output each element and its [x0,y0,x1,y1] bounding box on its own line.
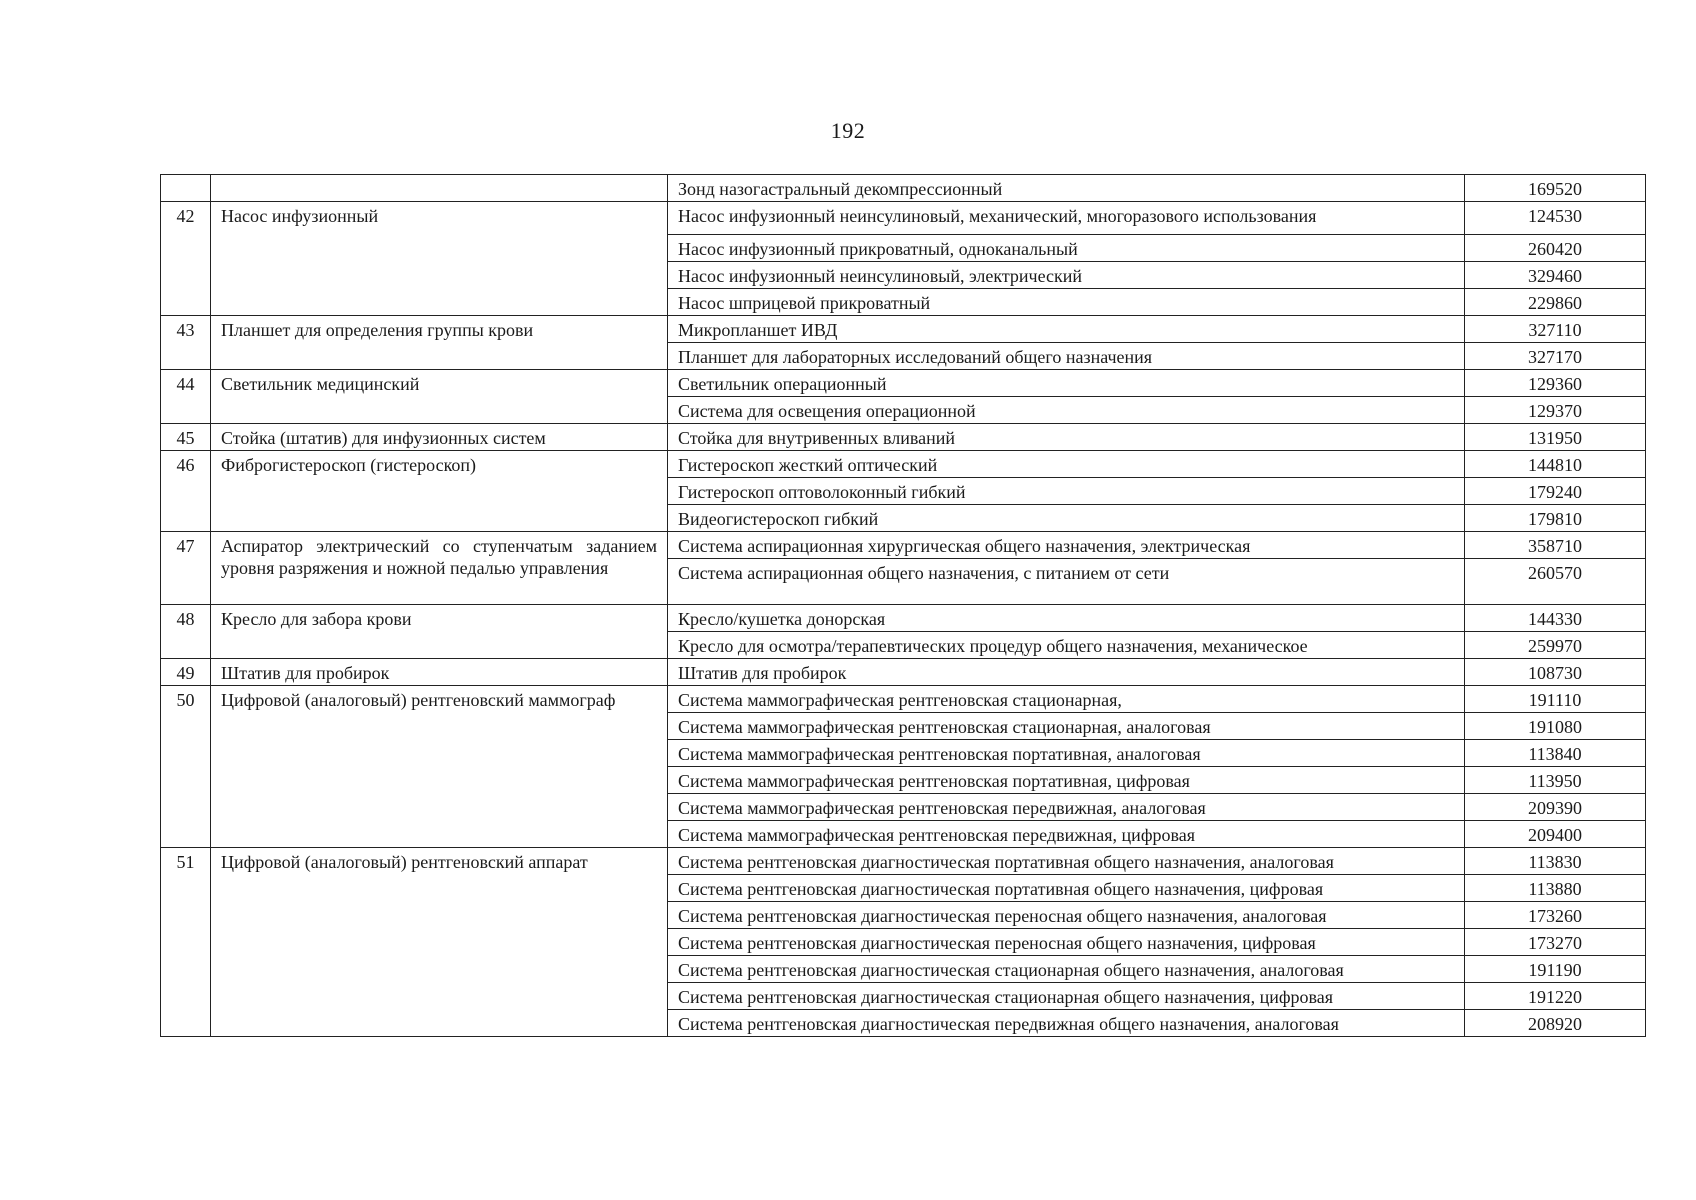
device-type: Система рентгеновская диагностическая портативная общего назначения, цифровая [668,875,1465,902]
device-code: 358710 [1465,532,1646,559]
device-type: Система маммографическая рентгеновская передвижная, цифровая [668,821,1465,848]
device-code: 144810 [1465,451,1646,478]
device-code: 329460 [1465,262,1646,289]
equipment-name: Цифровой (аналоговый) рентгеновский аппарат [211,848,668,1037]
device-type: Насос шприцевой прикроватный [668,289,1465,316]
equipment-table [160,174,1646,1037]
device-type: Система маммографическая рентгеновская стационарная, аналоговая [668,713,1465,740]
item-number: 42 [161,202,211,316]
device-type: Микропланшет ИВД [668,316,1465,343]
table-row [161,175,1646,202]
table-row [161,424,1646,451]
table-row [161,532,1646,559]
device-type: Система маммографическая рентгеновская портативная, аналоговая [668,740,1465,767]
device-code: 209390 [1465,794,1646,821]
device-code: 113950 [1465,767,1646,794]
equipment-name [211,175,668,202]
device-code: 173260 [1465,902,1646,929]
device-type: Система рентгеновская диагностическая портативная общего назначения, аналоговая [668,848,1465,875]
item-number: 43 [161,316,211,370]
table-row [161,659,1646,686]
device-type: Планшет для лабораторных исследований общего назначения [668,343,1465,370]
device-type: Система маммографическая рентгеновская портативная, цифровая [668,767,1465,794]
device-type: Насос инфузионный неинсулиновый, механический, многоразового использования [668,202,1465,235]
device-type: Система аспирационная общего назначения, с питанием от сети [668,559,1465,605]
device-type: Штатив для пробирок [668,659,1465,686]
device-type: Видеогистероскоп гибкий [668,505,1465,532]
device-code: 129360 [1465,370,1646,397]
device-type: Стойка для внутривенных вливаний [668,424,1465,451]
page-number: 192 [830,118,866,143]
item-number: 47 [161,532,211,605]
device-code: 113880 [1465,875,1646,902]
equipment-name: Светильник медицинский [211,370,668,424]
device-type: Система маммографическая рентгеновская передвижная, аналоговая [668,794,1465,821]
equipment-name: Аспиратор электрический со ступенчатым заданием уровня разряжения и ножной педалью управления [211,532,668,605]
item-number: 45 [161,424,211,451]
equipment-name: Штатив для пробирок [211,659,668,686]
device-code: 191220 [1465,983,1646,1010]
device-code: 327170 [1465,343,1646,370]
device-code: 229860 [1465,289,1646,316]
device-type: Светильник операционный [668,370,1465,397]
item-number: 48 [161,605,211,659]
table-row [161,370,1646,397]
device-code: 179240 [1465,478,1646,505]
device-code: 260420 [1465,235,1646,262]
device-code: 179810 [1465,505,1646,532]
device-code: 191110 [1465,686,1646,713]
device-code: 173270 [1465,929,1646,956]
equipment-name: Планшет для определения группы крови [211,316,668,370]
item-number: 44 [161,370,211,424]
device-code: 113840 [1465,740,1646,767]
device-code: 209400 [1465,821,1646,848]
device-type: Система аспирационная хирургическая общего назначения, электрическая [668,532,1465,559]
device-code: 259970 [1465,632,1646,659]
device-type: Зонд назогастральный декомпрессионный [668,175,1465,202]
equipment-name: Цифровой (аналоговый) рентгеновский маммограф [211,686,668,848]
table-row [161,451,1646,478]
equipment-name: Стойка (штатив) для инфузионных систем [211,424,668,451]
device-code: 108730 [1465,659,1646,686]
device-type: Насос инфузионный прикроватный, одноканальный [668,235,1465,262]
device-code: 260570 [1465,559,1646,605]
device-type: Система рентгеновская диагностическая переносная общего назначения, аналоговая [668,902,1465,929]
table-row [161,605,1646,632]
device-code: 191080 [1465,713,1646,740]
device-type: Кресло/кушетка донорская [668,605,1465,632]
device-type: Система рентгеновская диагностическая переносная общего назначения, цифровая [668,929,1465,956]
device-code: 124530 [1465,202,1646,235]
device-type: Система рентгеновская диагностическая передвижная общего назначения, аналоговая [668,1010,1465,1037]
table-row [161,686,1646,713]
device-code: 113830 [1465,848,1646,875]
device-type: Система рентгеновская диагностическая стационарная общего назначения, аналоговая [668,956,1465,983]
device-code: 191190 [1465,956,1646,983]
equipment-name: Насос инфузионный [211,202,668,316]
equipment-name: Кресло для забора крови [211,605,668,659]
item-number: 49 [161,659,211,686]
device-code: 144330 [1465,605,1646,632]
table-body [161,175,1646,1037]
device-code: 169520 [1465,175,1646,202]
equipment-name: Фиброгистероскоп (гистероскоп) [211,451,668,532]
device-type: Гистероскоп жесткий оптический [668,451,1465,478]
device-type: Система рентгеновская диагностическая стационарная общего назначения, цифровая [668,983,1465,1010]
item-number: 51 [161,848,211,1037]
device-type: Система для освещения операционной [668,397,1465,424]
device-type: Система маммографическая рентгеновская стационарная, [668,686,1465,713]
device-code: 327110 [1465,316,1646,343]
device-code: 131950 [1465,424,1646,451]
item-number: 46 [161,451,211,532]
device-type: Насос инфузионный неинсулиновый, электрический [668,262,1465,289]
device-type: Гистероскоп оптоволоконный гибкий [668,478,1465,505]
item-number [161,175,211,202]
device-type: Кресло для осмотра/терапевтических процедур общего назначения, механическое [668,632,1465,659]
table-row [161,848,1646,875]
device-code: 208920 [1465,1010,1646,1037]
device-code: 129370 [1465,397,1646,424]
table-row [161,202,1646,235]
item-number: 50 [161,686,211,848]
table-row [161,316,1646,343]
